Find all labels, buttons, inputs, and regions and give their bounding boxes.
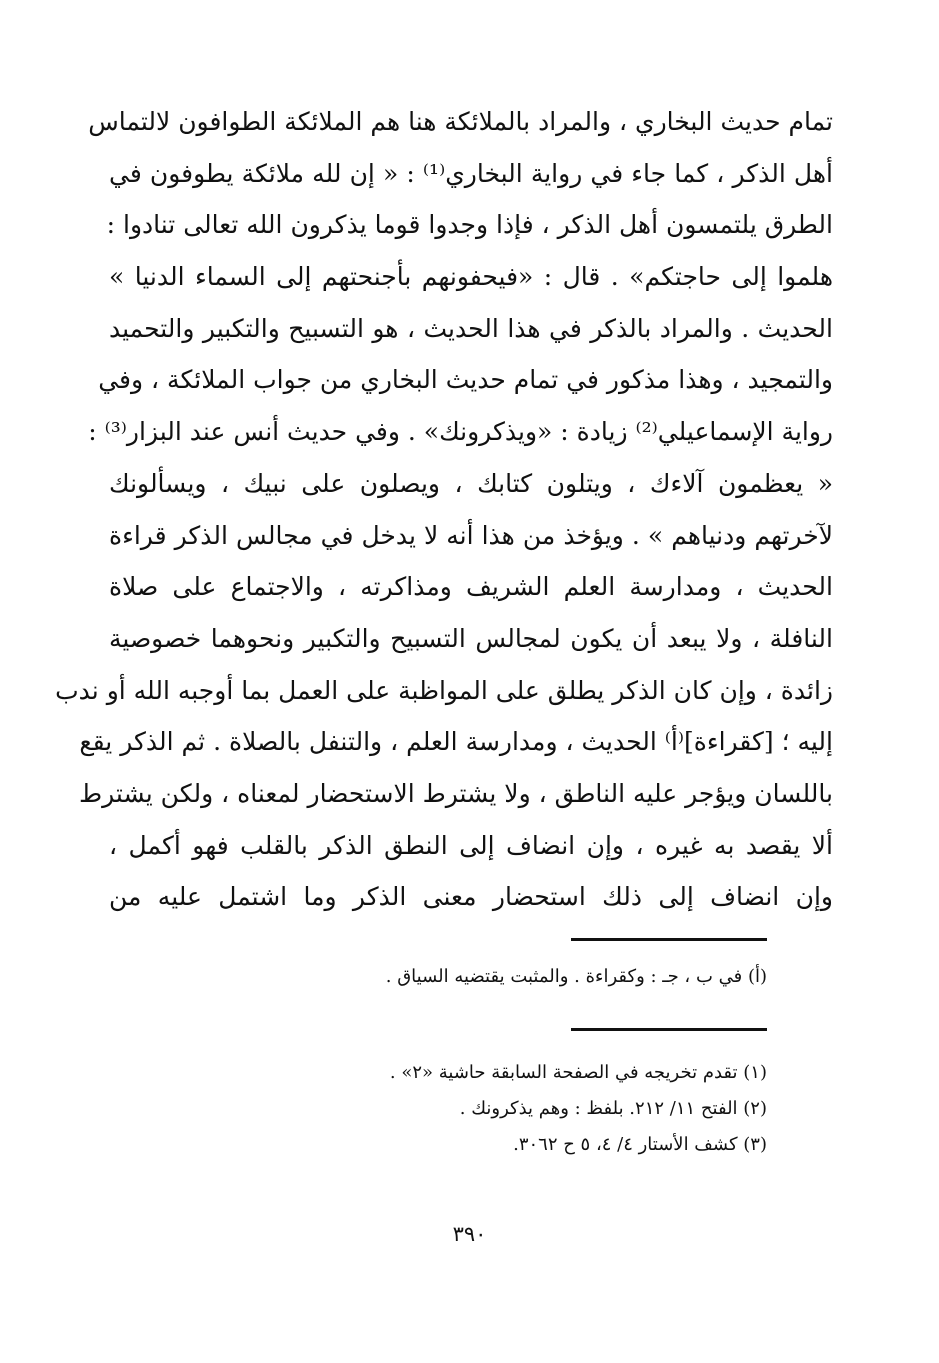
footnote-numbered: (٣) كشف الأستار ٤/ ٤، ٥ ح ٣٠٦٢. (513, 1134, 767, 1155)
text-line: « يعظمون آلاءك ، ويتلون كتابك ، ويصلون على نبيك ، ويسألونك (109, 468, 833, 498)
page-number: ٣٩٠ (452, 1222, 487, 1246)
text-line: باللسان ويؤجر عليه الناطق ، ولا يشترط الاستحضار لمعناه ، ولكن يشترط (79, 778, 833, 808)
text-line: الحديث . والمراد بالذكر في هذا الحديث ، هو التسبيح والتكبير والتحميد (109, 313, 833, 343)
text-line: رواية الإسماعيلي⁽²⁾ زيادة : «ويذكرونك» . وفي حديث أنس عند البزار⁽³⁾ : (88, 417, 833, 447)
footnote-letter: (أ) في ب ، جـ : وكقراءة . والمثبت يقتضيه السياق . (385, 966, 767, 987)
text-line: لآخرتهم ودنياهم » . ويؤخذ من هذا أنه لا يدخل في مجالس الذكر قراءة (109, 520, 833, 550)
text-line: ألا يقصد به غيره ، وإن انضاف إلى النطق الذكر بالقلب فهو أكمل ، (109, 830, 833, 860)
footnote-numbered: (١) تقدم تخريجه في الصفحة السابقة حاشية «٢» . (389, 1062, 767, 1083)
text-line: وإن انضاف إلى ذلك استحضار معنى الذكر وما اشتمل عليه من (109, 882, 833, 912)
text-line: تمام حديث البخاري ، والمراد بالملائكة هنا هم الملائكة الطوافون لالتماس (88, 107, 833, 136)
text-line: النافلة ، ولا يبعد أن يكون لمجالس التسبيح والتكبير ونحوهما خصوصية (109, 623, 833, 653)
text-line: إليه ؛ [كقراءة]⁽أ⁾ الحديث ، ومدارسة العلم ، والتنفل بالصلاة . ثم الذكر يقع (79, 727, 833, 757)
text-line: الحديث ، ومدارسة العلم الشريف ومذاكرته ، والاجتماع على صلاة (109, 572, 833, 602)
text-line: أهل الذكر ، كما جاء في رواية البخاري⁽¹⁾ : « إن لله ملائكة يطوفون في (109, 158, 833, 188)
text-line: زائدة ، وإن كان الذكر يطلق على المواظبة على العمل بما أوجبه الله أو ندب (55, 675, 833, 705)
text-line: الطرق يلتمسون أهل الذكر ، فإذا وجدوا قوما يذكرون الله تعالى تنادوا : (106, 210, 833, 240)
footnote-numbered: (٢) الفتح ١١/ ٢١٢. بلفظ : وهم يذكرونك . (459, 1098, 767, 1119)
main-text (55, 96, 833, 923)
footnote-separator (571, 938, 767, 941)
text-line: هلموا إلى حاجتكم» . قال : «فيحفونهم بأجنحتهم إلى السماء الدنيا » (109, 262, 833, 292)
footnote-separator (571, 1028, 767, 1031)
text-line: والتمجيد ، وهذا مذكور في تمام حديث البخاري من جواب الملائكة ، وفي (98, 365, 833, 395)
